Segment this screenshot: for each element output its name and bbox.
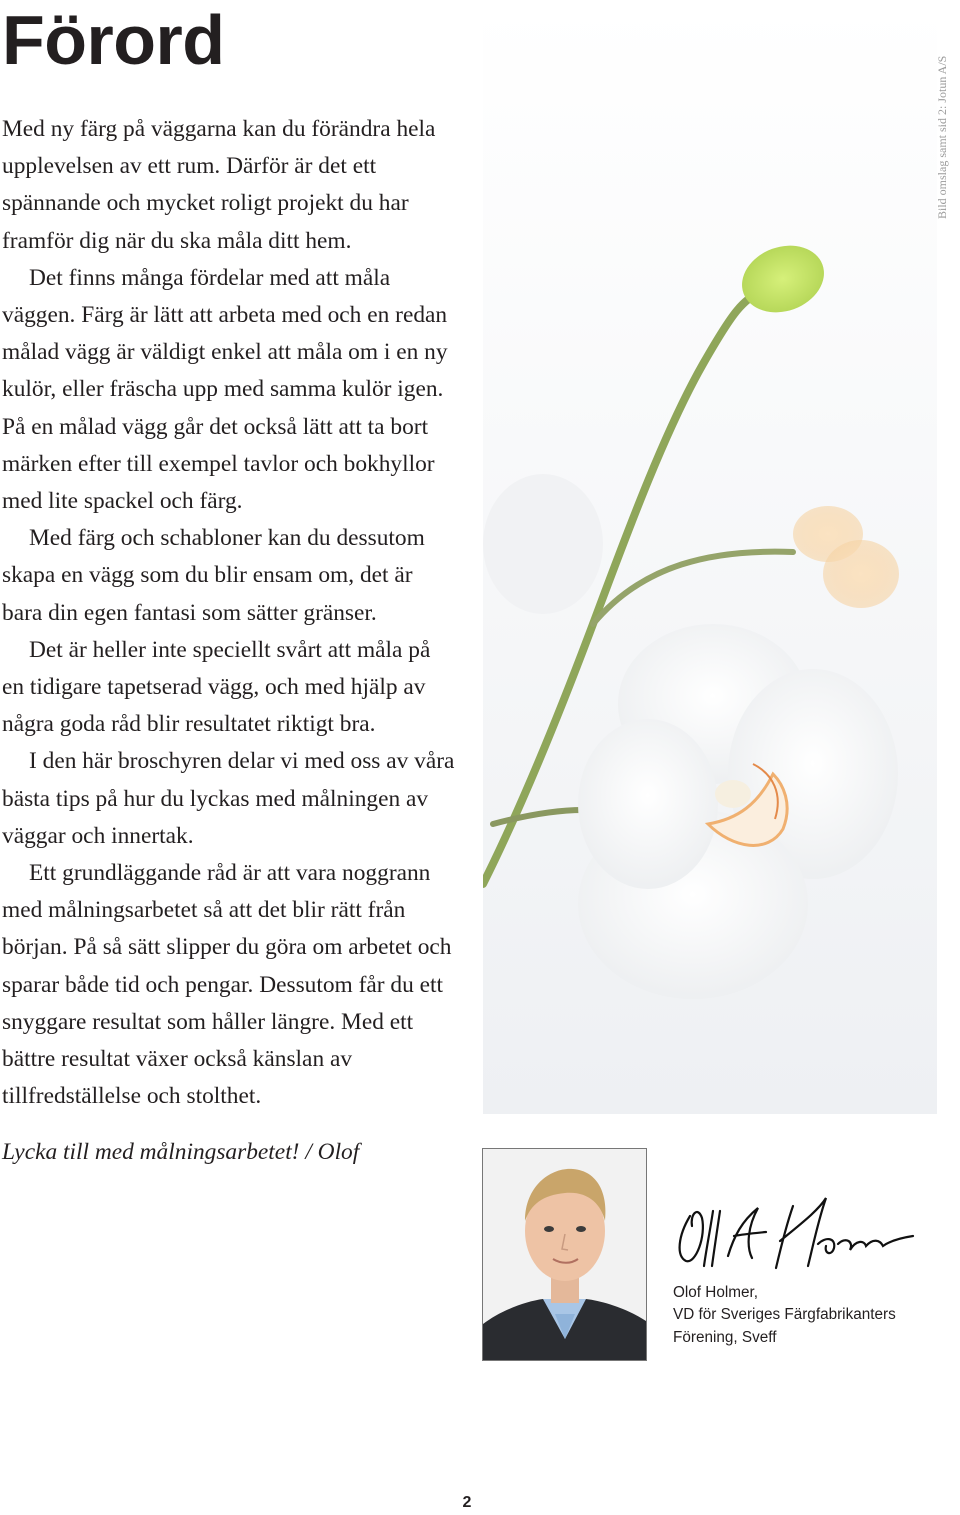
paragraph: Det är heller inte speciellt svårt att måla på en tidigare tapetserad vägg, och med hjälp av några goda råd blir resultatet riktigt bra. xyxy=(2,636,431,738)
signature-caption xyxy=(673,1282,953,1349)
foreword-text xyxy=(2,111,457,1172)
portrait-photo xyxy=(482,1148,647,1361)
portrait-illustration xyxy=(483,1149,646,1360)
page-number: 2 xyxy=(462,1494,472,1511)
paragraph: Med ny färg på väggarna kan du förändra hela upplevelsen av ett rum. Därför är det ett spännande och mycket roligt projekt du har framför dig när du ska måla ditt hem. xyxy=(2,116,436,254)
signature-image xyxy=(668,1186,918,1276)
paragraph: Med färg och schabloner kan du dessutom skapa en vägg som du blir ensam om, det är bara din egen fantasi som sätter gränser. xyxy=(2,525,425,626)
page-title: Förord xyxy=(2,1,225,79)
orchid-photo xyxy=(483,4,937,1114)
paragraph: I den här broschyren delar vi med oss av våra bästa tips på hur du lyckas med målningen av väggar och innertak. xyxy=(2,748,455,849)
orchid-illustration xyxy=(483,4,937,1114)
signatory-name: Olof Holmer, xyxy=(673,1284,759,1301)
photo-credit: Bild omslag samt sid 2: Jotun A/S xyxy=(935,55,949,219)
closing-line: Lycka till med målningsarbetet! / Olof xyxy=(2,1139,360,1166)
handwritten-signature xyxy=(668,1186,918,1276)
paragraph: Det finns många fördelar med att måla väggen. Färg är lätt att arbeta med och en redan målad vägg är väldigt enkel att måla om i en ny kulör, eller fräscha upp med samma kulör igen. På en målad vägg går det också lätt att ta bort märken efter till exempel tavlor och bokhyllor med lite spackel och färg. xyxy=(2,264,448,515)
paragraph: Ett grundläggande råd är att vara noggrann med målningsarbetet så att det blir rätt från början. På så sätt slipper du göra om arbetet och sparar både tid och pengar. Dessutom får du ett snyggare resultat som håller längre. Med ett bättre resultat växer också känslan av tillfredställelse och stolthet. xyxy=(2,860,452,1110)
signatory-role-line-2: Förening, Sveff xyxy=(673,1328,777,1346)
signatory-role-line-1: VD för Sveriges Färgfabrikanters xyxy=(673,1306,896,1324)
